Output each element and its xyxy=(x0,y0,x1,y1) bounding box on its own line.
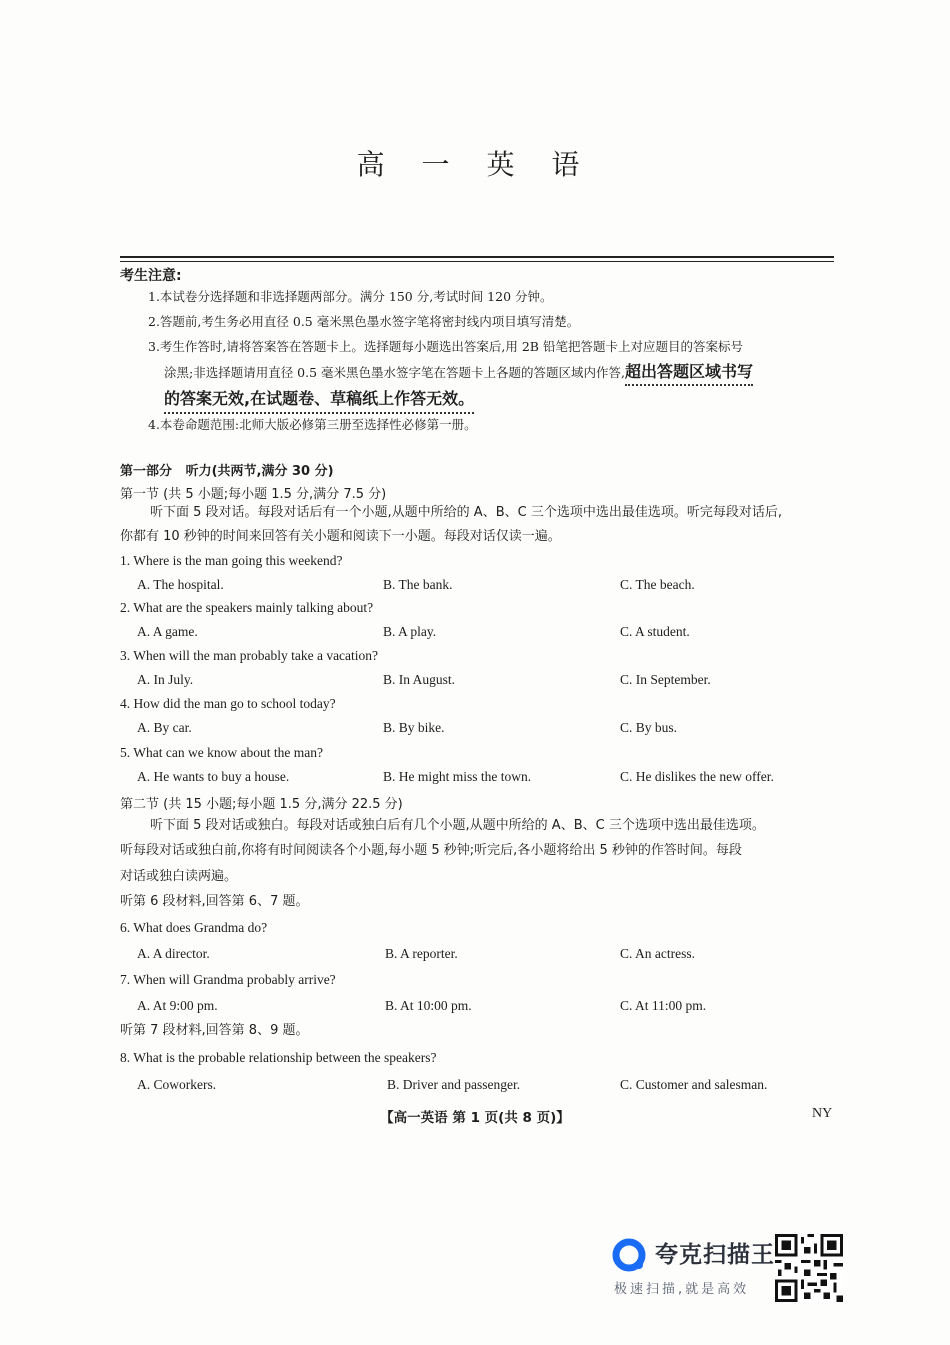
option-2a: A. A game. xyxy=(137,624,198,639)
option-8c: C. Customer and salesman. xyxy=(620,1077,768,1092)
section1-instruction-1: 听下面 5 段对话。每段对话后有一个小题,从题中所给的 A、B、C 三个选项中选出最佳选项。听完每段对话后, xyxy=(150,505,782,520)
watermark-slogan: 极速扫描,就是高效 xyxy=(614,1282,750,1297)
part1-heading xyxy=(120,460,334,479)
question-6: 6. What does Grandma do? xyxy=(120,920,268,935)
page-title: 高 一 英 语 xyxy=(356,148,594,181)
question-2: 2. What are the speakers mainly talking about? xyxy=(120,600,374,615)
header-rule-thin xyxy=(120,261,834,262)
section2-heading: 第二节 (共 15 小题;每小题 1.5 分,满分 22.5 分) xyxy=(120,797,403,812)
section2-instruction-2: 听每段对话或独白前,你将有时间阅读各个小题,每小题 5 秒钟;听完后,各小题将给出 5 秒钟的作答时间。每段 xyxy=(120,843,742,858)
section2-instruction-3: 对话或独白读两遍。 xyxy=(120,869,238,884)
section1-instruction-2: 你都有 10 秒钟的时间来回答有关小题和阅读下一小题。每段对话仅读一遍。 xyxy=(120,529,561,544)
notice-item-3-line2 xyxy=(164,364,753,381)
option-5a: A. He wants to buy a house. xyxy=(137,769,290,784)
section2-instruction-1: 听下面 5 段对话或独白。每段对话或独白后有几个小题,从题中所给的 A、B、C 三个选项中选出最佳选项。 xyxy=(150,818,765,833)
part1-desc: 听力(共两节,满分 30 分) xyxy=(185,464,334,479)
option-4a: A. By car. xyxy=(137,720,192,735)
question-8: 8. What is the probable relationship between the speakers? xyxy=(120,1050,437,1065)
notice-emphasis-line3: 的答案无效,在试题卷、草稿纸上作答无效。 xyxy=(164,386,474,414)
option-7c: C. At 11:00 pm. xyxy=(620,998,707,1013)
notice-item-2: 2.答题前,考生务必用直径 0.5 毫米黑色墨水签字笔将密封线内项目填写清楚。 xyxy=(148,314,580,329)
paper-code: NY xyxy=(812,1106,833,1121)
material-6-note: 听第 6 段材料,回答第 6、7 题。 xyxy=(120,894,309,909)
option-8b: B. Driver and passenger. xyxy=(387,1077,521,1092)
option-1b: B. The bank. xyxy=(383,577,453,592)
notice-item-3: 3.考生作答时,请将答案答在答题卡上。选择题每小题选出答案后,用 2B 铅笔把答题卡上对应题目的答案标号 xyxy=(148,339,743,354)
question-3: 3. When will the man probably take a vacation? xyxy=(120,648,379,663)
question-1: 1. Where is the man going this weekend? xyxy=(120,553,343,568)
option-4b: B. By bike. xyxy=(383,720,445,735)
option-3b: B. In August. xyxy=(383,672,456,687)
option-6b: B. A reporter. xyxy=(385,946,458,961)
question-4: 4. How did the man go to school today? xyxy=(120,696,336,711)
option-4c: C. By bus. xyxy=(620,720,678,735)
notice-item-3-text: 涂黑;非选择题请用直径 0.5 毫米黑色墨水签字笔在答题卡上各题的答题区域内作答, xyxy=(164,365,626,380)
notice-item-1: 1.本试卷分选择题和非选择题两部分。满分 150 分,考试时间 120 分钟。 xyxy=(148,289,553,304)
option-2b: B. A play. xyxy=(383,624,437,639)
question-7: 7. When will Grandma probably arrive? xyxy=(120,972,336,987)
watermark-name: 夸克扫描王 xyxy=(655,1242,775,1268)
option-5c: C. He dislikes the new offer. xyxy=(620,769,774,784)
notice-heading: 考生注意: xyxy=(120,268,182,284)
question-5: 5. What can we know about the man? xyxy=(120,745,323,760)
page-footer: 【高一英语 第 1 页(共 8 页)】 xyxy=(380,1110,570,1126)
option-3c: C. In September. xyxy=(620,672,711,687)
option-8a: A. Coworkers. xyxy=(137,1077,217,1092)
notice-item-4: 4.本卷命题范围:北师大版必修第三册至选择性必修第一册。 xyxy=(148,417,477,432)
option-1c: C. The beach. xyxy=(620,577,695,592)
section1-heading: 第一节 (共 5 小题;每小题 1.5 分,满分 7.5 分) xyxy=(120,487,387,502)
notice-emphasis: 超出答题区域书写 xyxy=(625,362,753,386)
material-7-note: 听第 7 段材料,回答第 8、9 题。 xyxy=(120,1023,309,1038)
option-5b: B. He might miss the town. xyxy=(383,769,532,784)
option-6c: C. An actress. xyxy=(620,946,695,961)
quark-logo-icon xyxy=(612,1238,646,1272)
qr-code-icon xyxy=(775,1234,843,1302)
header-rule xyxy=(120,256,834,258)
part1-label: 第一部分 xyxy=(120,464,173,479)
option-1a: A. The hospital. xyxy=(137,577,224,592)
option-3a: A. In July. xyxy=(137,672,194,687)
option-6a: A. A director. xyxy=(137,946,210,961)
option-7a: A. At 9:00 pm. xyxy=(137,998,218,1013)
option-2c: C. A student. xyxy=(620,624,690,639)
option-7b: B. At 10:00 pm. xyxy=(385,998,472,1013)
